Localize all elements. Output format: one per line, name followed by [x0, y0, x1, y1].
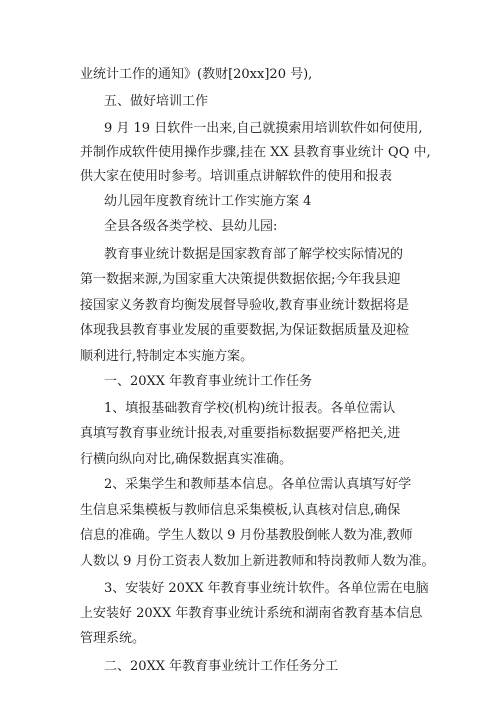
section-heading-text: 五、做好培训工作	[104, 94, 209, 109]
text-line-content: 管理系统。	[80, 631, 146, 646]
text-line-content: 1、填报基础教育学校(机构)统计报表。各单位需认	[104, 401, 396, 416]
text-line-content: 3、安装好 20XX 年教育事业统计软件。各单位需在电脑	[104, 581, 429, 596]
text-line-content: 第一数据来源,为国家重大决策提供数据依据;今年我县迎	[80, 272, 401, 287]
text-line-content: 供大家在使用时参考。培训重点讲解软件的使用和报表	[80, 169, 393, 184]
text-line-content: 信息的准确。学生人数以 9 月份基教股倒帐人数为准,教师	[80, 528, 413, 543]
text-line-content: 9 月 19 日软件一出来,自己就摸索用培训软件如何使用,	[104, 121, 423, 136]
text-line-content: 体现我县教育事业发展的重要数据,为保证数据质量及迎检	[80, 323, 410, 338]
text-line-content: 2、采集学生和教师基本信息。各单位需认真填写好学	[104, 477, 412, 492]
text-line-content: 人数以 9 月份工资表人数加上新进教师和特岗教师人数为准。	[80, 554, 435, 569]
document-title-text: 幼儿园年度教育统计工作实施方案 4	[104, 194, 312, 209]
text-line-content: 并制作成软件使用操作步骤,挂在 XX 县教育事业统计 QQ 中,	[80, 145, 431, 160]
section-heading-text: 一、20XX 年教育事业统计工作任务	[104, 374, 313, 389]
text-line-content: 上安装好 20XX 年教育事业统计系统和湖南省教育基本信息	[80, 606, 423, 621]
text-line-content: 生信息采集模板与教师信息采集模板,认真核对信息,确保	[80, 503, 401, 518]
text-line-content: 接国家义务教育均衡发展督导验收,教育事业统计数据将是	[80, 298, 410, 313]
salutation-text: 全县各级各类学校、县幼儿园:	[104, 219, 278, 234]
text-line-content: 行横向纵向对比,确保数据真实准确。	[80, 452, 293, 467]
text-line-content: 教育事业统计数据是国家教育部了解学校实际情况的	[104, 247, 404, 262]
text-line-content: 真填写教育事业统计报表,对重要指标数据要严格把关,进	[80, 426, 401, 441]
text-line-content: 顺利进行,特制定本实施方案。	[80, 349, 254, 364]
text-line-content: 业统计工作的通知》(教财[20xx]20 号),	[80, 67, 313, 82]
section-heading-text: 二、20XX 年教育事业统计工作任务分工	[104, 659, 339, 674]
